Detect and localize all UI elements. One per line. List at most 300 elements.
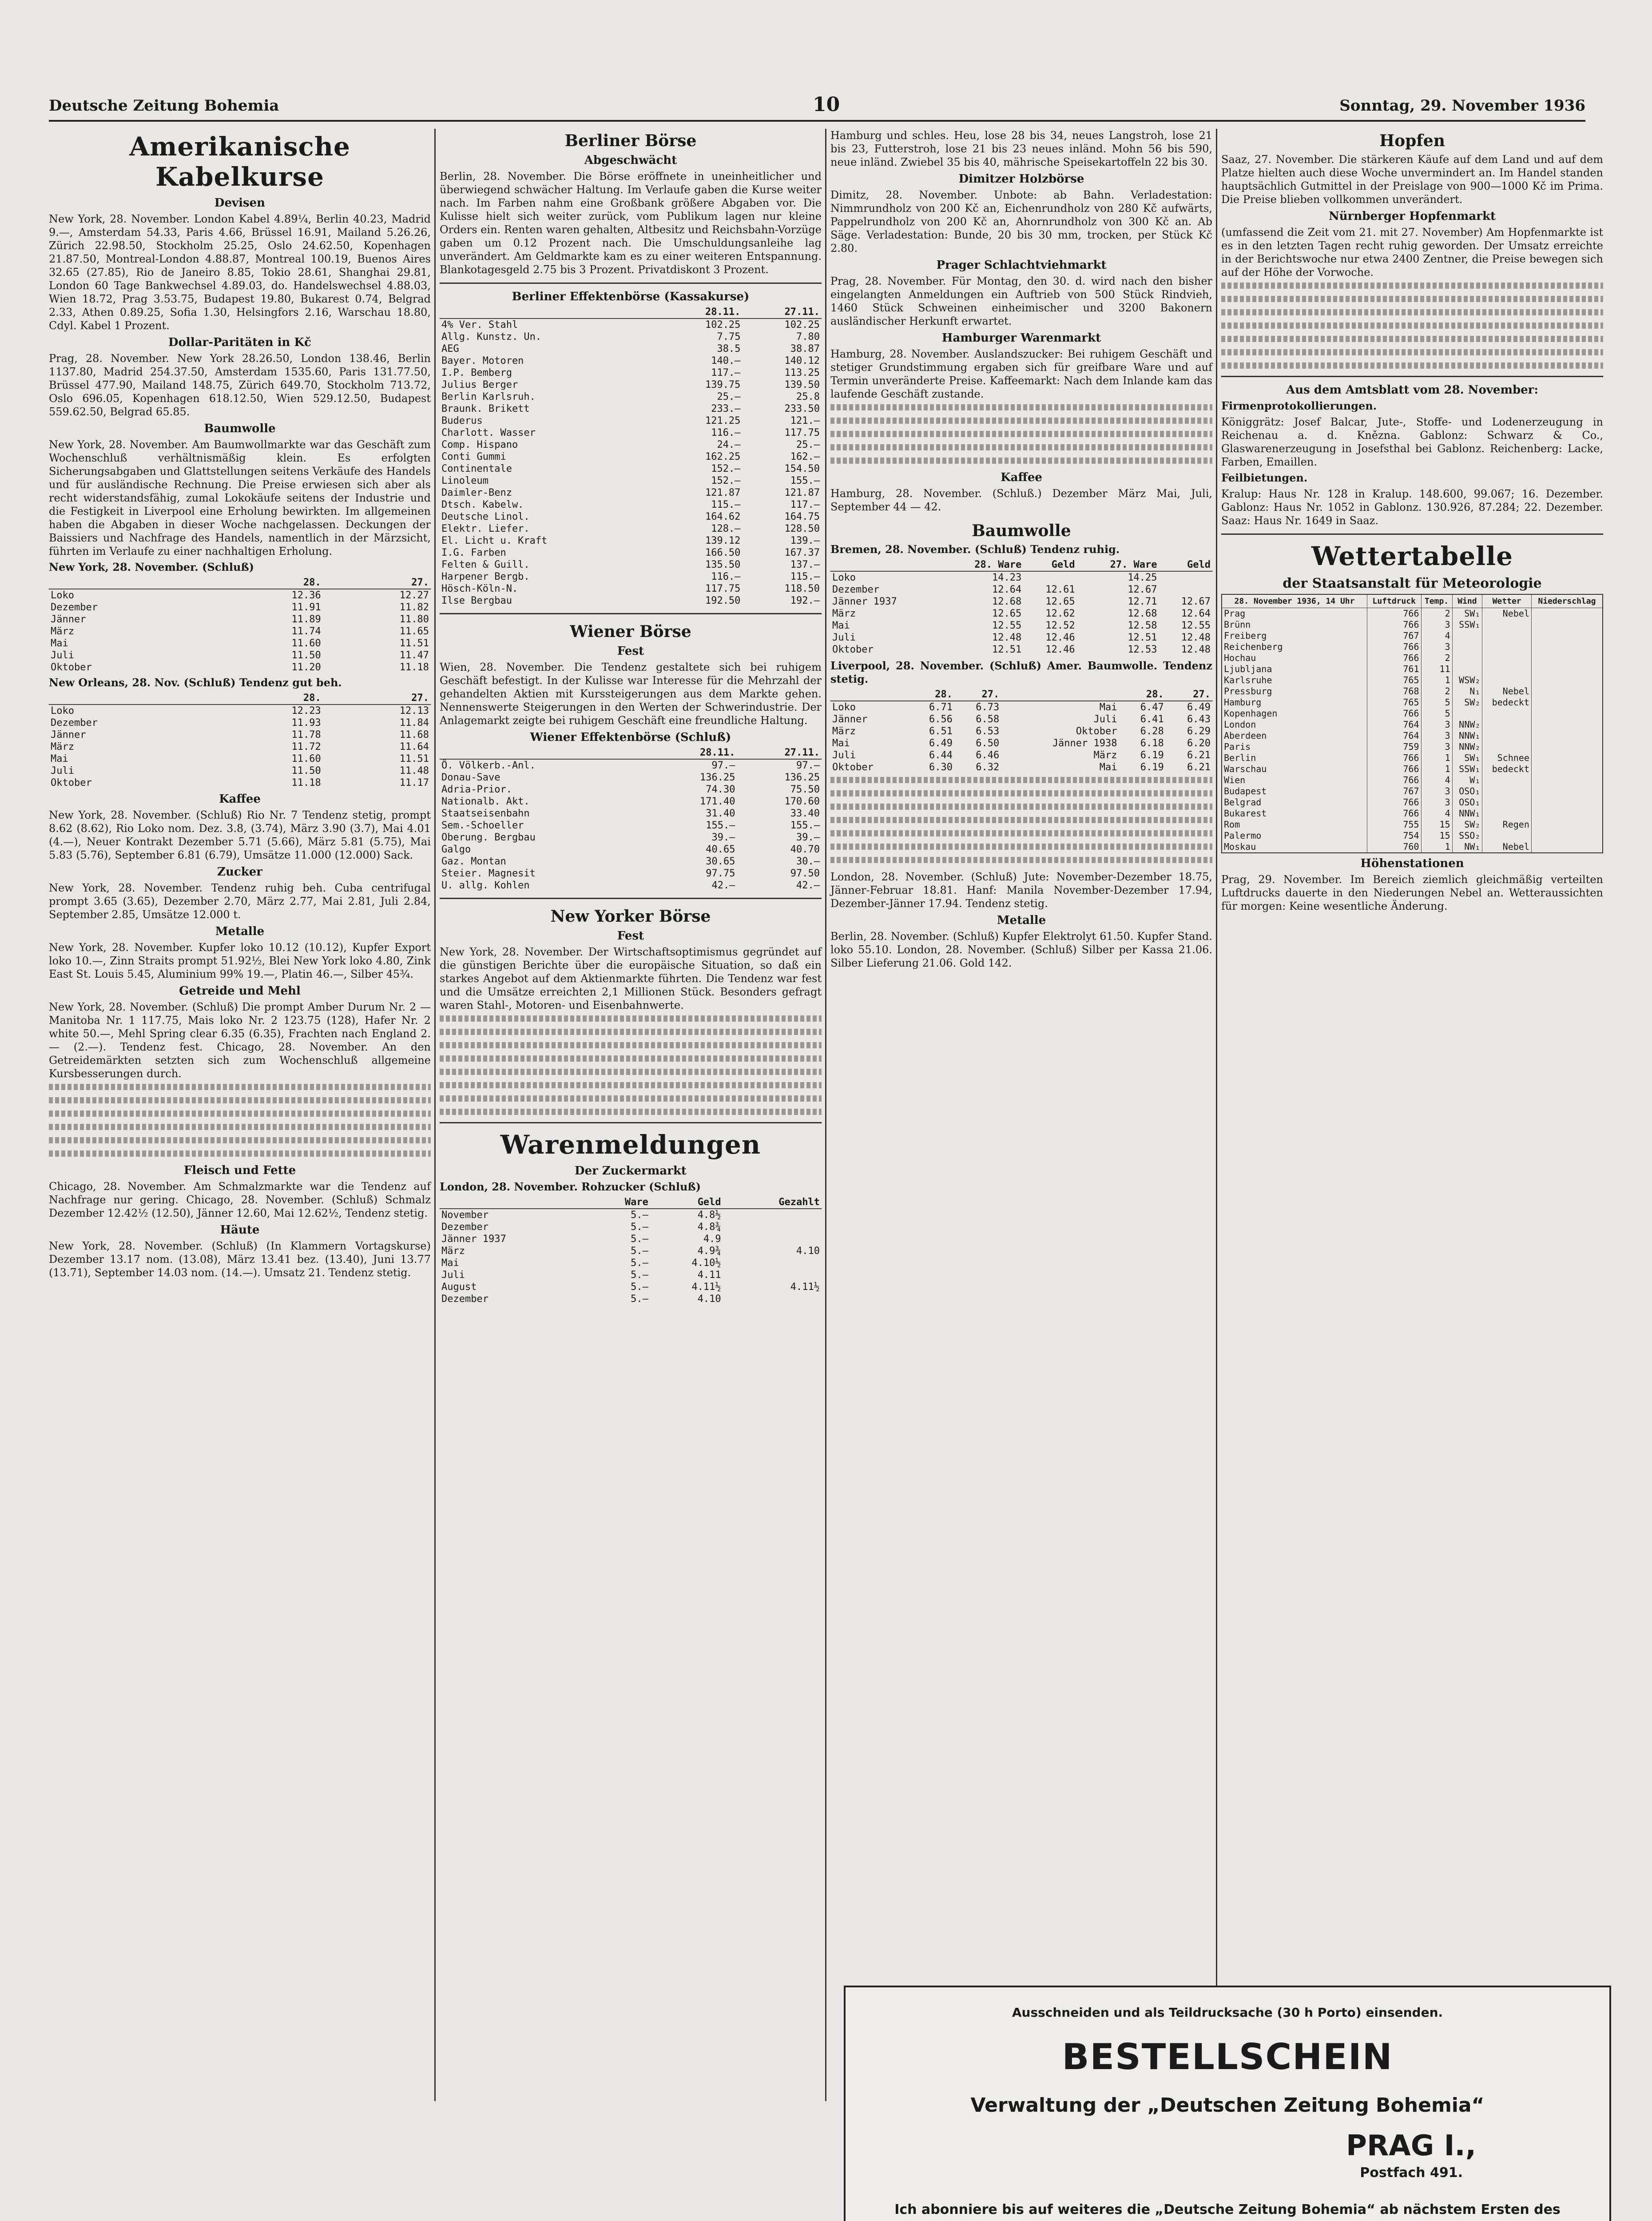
table-cell: 121.87: [705, 487, 741, 498]
subsection-title: Getreide und Mehl: [179, 984, 301, 998]
table-row: [49, 741, 431, 753]
table-cell: [1531, 619, 1603, 630]
table-cell: Harpener Bergb.: [441, 571, 530, 582]
table-cell: 12.65: [1045, 596, 1075, 607]
table-cell: 12.64: [1181, 608, 1211, 619]
table-cell: Mai: [832, 620, 850, 631]
cut-line: [846, 1986, 1609, 1987]
table-cell: März: [51, 626, 74, 637]
table-row: [1222, 797, 1603, 808]
table-cell: U. allg. Kohlen: [441, 880, 530, 891]
table-cell: 233.50: [784, 403, 820, 414]
table-cell: SW₂: [1452, 697, 1482, 708]
table-cell: Paris: [1222, 741, 1367, 752]
table-cell: 121.87: [784, 487, 820, 498]
article-text: New York, 28. November. (Schluß) Rio Nr. 7 Tendenz stetig, prompt 8.62 (8.62), Rio Loko nom. Dez. 3.8, (3.74), März 3.90 (3.7), Mai 4.01 (4.—), Neuer Kontrakt Dezember 5.71 (5.66), März 5.81 (5.75), Mai 5.83 (5.76), September 6.81 (6.79), Umsätze 11.000 (12.000) Sack.: [49, 809, 431, 861]
article-text: New York, 28. November. Am Baumwollmarkte war das Geschäft zum Wochenschluß verhältnismäßig klein. Es erfolgten Sicherungsabgaben und Glattstellungen seitens Verkäufe des Handels und für ausländische Rechnung. Die Preise erwiesen sich aber als recht widerstandsfähig, zumal Lokokäufe seitens der Industrie und die Festigkeit in Liverpool eine Erholung bewirkten. Im allgemeinen haben die Abgaben in dieser Woche nachgelassen. Deckungen der Baissiers und Nachfrage des Handels, namentlich in der Märzsicht, führten im Verlaufe zu einer nachhaltigen Erholung.: [49, 438, 431, 557]
section-title: Warenmeldungen: [500, 1130, 761, 1160]
table-row: [1222, 741, 1603, 752]
table-cell: Palermo: [1222, 830, 1367, 841]
column-3: [830, 129, 1212, 972]
table-row: [440, 439, 822, 451]
table-cell: SW₂: [1452, 819, 1482, 830]
table-cell: 128.—: [711, 523, 741, 534]
table-cell: 171.40: [699, 796, 735, 807]
subsection-title: Kaffee: [219, 792, 261, 806]
table-cell: Mai: [51, 638, 68, 649]
table-cell: bedeckt: [1482, 697, 1532, 708]
table-cell: Hochau: [1222, 653, 1367, 664]
column-header: Wind: [1452, 594, 1482, 608]
column-header: Niederschlag: [1531, 594, 1603, 608]
table-cell: 12.51: [1128, 632, 1157, 643]
table-cell: 767: [1367, 786, 1421, 797]
table-cell: 12.71: [1128, 596, 1157, 607]
quote-table: [830, 559, 1212, 656]
table-row: [1222, 730, 1603, 741]
table-cell: SW₁: [1452, 752, 1482, 764]
table-cell: Oberung. Bergbau: [441, 832, 536, 843]
table-cell: Freiberg: [1222, 630, 1367, 641]
table-row: [830, 737, 1212, 749]
table-cell: [1531, 775, 1603, 786]
table-row: [440, 535, 822, 547]
table-cell: 7.75: [717, 331, 741, 342]
table-cell: 5.—: [631, 1258, 648, 1269]
table-cell: Dezember: [51, 602, 98, 613]
table-cell: Mai: [51, 753, 68, 764]
column-header: Geld: [1159, 559, 1212, 571]
column-header: 27.: [323, 577, 431, 589]
table-row: [440, 1245, 822, 1257]
column-header: Geld: [1023, 559, 1076, 571]
article-text: Chicago, 28. November. Am Schmalzmarkte war die Tendenz auf Nachfrage nur gering. Chicago, 28. November. (Schluß) Schmalz Dezember 12.42½ (12.50), Jänner 12.60, Mai 12.62½, Tendenz stetig.: [49, 1180, 431, 1219]
table-cell: 128.50: [784, 523, 820, 534]
table-cell: 5.—: [631, 1210, 648, 1221]
table-row: [440, 784, 822, 796]
table-cell: Loko: [51, 590, 74, 601]
table-cell: 1: [1421, 675, 1452, 686]
table-row: [440, 1281, 822, 1293]
table-cell: [1452, 630, 1482, 641]
table-cell: [1452, 641, 1482, 653]
table-row: [440, 523, 822, 535]
column-header: [830, 559, 941, 571]
table-cell: 2: [1421, 653, 1452, 664]
table-cell: 25.—: [717, 391, 741, 402]
table-cell: 11.68: [399, 729, 429, 740]
table-cell: 11.60: [291, 638, 321, 649]
table-row: [1222, 719, 1603, 730]
table-cell: 11.50: [291, 765, 321, 776]
table-cell: Ilse Bergbau: [441, 595, 512, 606]
table-row: [49, 717, 431, 729]
table-cell: Oktober: [1076, 726, 1117, 737]
article-text: New York, 28. November. (Schluß) (In Klammern Vortagskurse) Dezember 13.17 nom. (13.08), März 13.41 bez. (13.40), Juni 13.77 (13.71), September 14.03 nom. (14.—). Umsatz 21. Tendenz stetig.: [49, 1240, 431, 1279]
column-header: 27.11.: [737, 747, 822, 759]
table-cell: Warschau: [1222, 764, 1367, 775]
column-header: Ware: [590, 1196, 650, 1209]
table-cell: 4.10: [796, 1246, 820, 1257]
table-cell: SSW₁: [1452, 619, 1482, 630]
table-cell: 6.18: [1140, 738, 1164, 749]
table-cell: Allg. Kunstz. Un.: [441, 331, 542, 342]
section-title: Hopfen: [1379, 131, 1445, 150]
table-row: [49, 637, 431, 649]
text-filler: [1221, 283, 1603, 369]
table-cell: 1: [1421, 752, 1452, 764]
table-cell: [1482, 730, 1532, 741]
subsection-title: Metalle: [997, 914, 1046, 927]
table-cell: 135.50: [705, 559, 741, 570]
table-cell: 4.11½: [790, 1282, 820, 1293]
table-row: [1222, 630, 1603, 641]
table-row: [440, 391, 822, 403]
table-cell: 39.—: [711, 832, 735, 843]
subsection-title: der Staatsanstalt für Meteorologie: [1283, 576, 1542, 591]
table-cell: Karlsruhe: [1222, 675, 1367, 686]
table-cell: 4: [1421, 630, 1452, 641]
table-cell: Juli: [441, 1270, 465, 1281]
table-cell: Nationalb. Akt.: [441, 796, 530, 807]
table-caption: Liverpool, 28. November. (Schluß) Amer. Baumwolle. Tendenz stetig.: [830, 659, 1212, 685]
table-cell: [1482, 719, 1532, 730]
table-cell: NNW₁: [1452, 808, 1482, 819]
table-cell: 6.46: [976, 750, 1000, 761]
column-header: 28.: [214, 692, 322, 705]
table-cell: Oktober: [51, 777, 92, 788]
section-title: Wiener Börse: [570, 622, 691, 641]
table-cell: 4.9¾: [697, 1246, 721, 1257]
table-cell: Regen: [1482, 819, 1532, 830]
table-row: [830, 608, 1212, 620]
table-cell: Nebel: [1482, 841, 1532, 853]
table-cell: 117.—: [711, 367, 741, 378]
table-cell: März: [441, 1246, 465, 1257]
table-cell: [1482, 797, 1532, 808]
table-cell: OSO₁: [1452, 797, 1482, 808]
table-cell: 117.—: [790, 499, 820, 510]
table-cell: Buderus: [441, 415, 483, 426]
table-cell: NNW₂: [1452, 719, 1482, 730]
table-cell: 233.—: [711, 403, 741, 414]
column-header: Wetter: [1482, 594, 1532, 608]
table-cell: Juli: [832, 632, 856, 643]
article-text: (umfassend die Zeit vom 21. mit 27. November) Am Hopfenmarkte ist es in den letzten Tagen recht ruhig geworden. Der Umsatz erreichte in der Berichtswoche nur etwa 2400 Zentner, die Preise bewegen sich auf der Höhe der Vorwoche.: [1221, 226, 1603, 279]
masthead: Deutsche Zeitung Bohemia: [49, 97, 279, 115]
table-cell: 759: [1367, 741, 1421, 752]
table-cell: [1452, 708, 1482, 719]
table-row: [1222, 675, 1603, 686]
section-title: Baumwolle: [972, 521, 1071, 540]
table-cell: 42.—: [796, 880, 820, 891]
table-row: [830, 596, 1212, 608]
table-header-row: [1222, 594, 1603, 608]
table-cell: 4: [1421, 808, 1452, 819]
column-header: Gezahlt: [723, 1196, 822, 1209]
table-cell: 12.51: [992, 644, 1022, 655]
table-cell: 97.—: [711, 760, 735, 771]
column-header: [440, 747, 652, 759]
section-title: Wettertabelle: [1311, 541, 1513, 571]
table-cell: 137.—: [790, 559, 820, 570]
table-cell: Jänner: [51, 614, 86, 625]
table-cell: [723, 1221, 822, 1233]
subsection-title: Wiener Effektenbörse (Schluß): [530, 731, 731, 744]
column-header: Luftdruck: [1367, 594, 1421, 608]
subsection-title: Zucker: [217, 865, 262, 879]
column-header: 28.11.: [652, 747, 737, 759]
article-text: Prag, 28. November. Für Montag, den 30. d. wird nach den bisher eingelangten Anmeldungen ein Auftrieb von 500 Stück Rindvieh, 1460 Stück Schweinen einheimischer und 3200 Bakonern ausländischer Herkunft erwartet.: [830, 275, 1212, 327]
section-title: Amerikanische Kabelkurse: [129, 131, 350, 192]
table-cell: [1531, 752, 1603, 764]
table-cell: 192.—: [790, 595, 820, 606]
table-cell: 155.—: [790, 475, 820, 486]
table-cell: 30.65: [706, 856, 735, 867]
table-cell: Ö. Völkerb.-Anl.: [441, 760, 536, 771]
table-cell: 4.8¾: [697, 1222, 721, 1233]
table-cell: Loko: [832, 572, 856, 583]
table-cell: 139.12: [705, 535, 741, 546]
table-row: [1222, 775, 1603, 786]
table-row: [830, 749, 1212, 761]
table-cell: [723, 1209, 822, 1221]
table-cell: 97.—: [796, 760, 820, 771]
quote-table: [49, 577, 431, 673]
table-cell: 11.72: [291, 741, 321, 752]
table-cell: 4.10: [697, 1294, 721, 1305]
table-cell: Kopenhagen: [1222, 708, 1367, 719]
table-row: [440, 499, 822, 511]
table-caption: New York, 28. November. (Schluß): [49, 561, 254, 573]
table-cell: 12.48: [992, 632, 1022, 643]
column-divider: [825, 129, 826, 2101]
table-row: [830, 713, 1212, 725]
table-cell: 766: [1367, 764, 1421, 775]
table-row: [49, 753, 431, 765]
table-row: [830, 632, 1212, 644]
table-cell: 5.—: [631, 1246, 648, 1257]
table-header-row: [440, 306, 822, 318]
column-header: 28.11.: [663, 306, 743, 318]
table-row: [440, 451, 822, 463]
article-text: Saaz, 27. November. Die stärkeren Käufe auf dem Land und auf dem Platze hielten auch diese Woche unvermindert an. Im Handel standen hauptsächlich Gutmittel in der Preislage von 900—1000 Kč im Prima. Die Preise blieben vollkommen unverändert.: [1221, 153, 1603, 206]
quote-table: [440, 1196, 822, 1305]
table-cell: [1531, 641, 1603, 653]
table-cell: [1531, 830, 1603, 841]
table-cell: 6.50: [976, 738, 1000, 749]
table-cell: 12.65: [992, 608, 1022, 619]
table-cell: 764: [1367, 730, 1421, 741]
table-cell: Steier. Magnesit: [441, 868, 536, 879]
table-cell: 121.—: [790, 415, 820, 426]
table-cell: 11.65: [399, 626, 429, 637]
table-cell: 166.50: [705, 547, 741, 558]
table-cell: 40.70: [790, 844, 820, 855]
article-subtitle: Feilbietungen.: [1221, 471, 1308, 484]
table-cell: 136.25: [784, 772, 820, 783]
table-row: [440, 820, 822, 832]
table-cell: 11.60: [291, 753, 321, 764]
table-cell: März: [832, 726, 856, 737]
table-cell: 15: [1421, 830, 1452, 841]
subsection-title: Berliner Effektenbörse (Kassakurse): [512, 290, 750, 303]
table-cell: [1531, 708, 1603, 719]
column-2: [440, 129, 822, 1305]
article-text: London, 28. November. (Schluß) Jute: November-Dezember 18.75, Jänner-Februar 18.81. Hanf: Manila November-Dezember 17.94, Dezember-Jänner 17.94. Tendenz stetig.: [830, 871, 1212, 910]
table-cell: 118.50: [784, 583, 820, 594]
table-cell: 766: [1367, 619, 1421, 630]
table-cell: 6.28: [1140, 726, 1164, 737]
table-cell: [1023, 571, 1076, 584]
table-cell: [723, 1269, 822, 1281]
table-cell: Hamburg: [1222, 697, 1367, 708]
table-cell: 164.62: [705, 511, 741, 522]
table-cell: W₁: [1452, 775, 1482, 786]
table-row: [440, 415, 822, 427]
table-cell: Jänner: [832, 714, 868, 725]
table-cell: Nebel: [1482, 608, 1532, 620]
table-cell: Juli: [1093, 714, 1117, 725]
table-cell: 152.—: [711, 475, 741, 486]
subsection-title: Aus dem Amtsblatt vom 28. November:: [1286, 383, 1538, 397]
article-text: Hamburg, 28. November. Auslandszucker: Bei ruhigem Geschäft und stetiger Grundstimmung ergaben sich für greifbare Ware und auf Termin unveränderte Preise. Kaffeemarkt: Nach dem Inlande kam das laufende Geschäft zustande.: [830, 348, 1212, 400]
table-cell: 6.44: [929, 750, 953, 761]
table-cell: 6.29: [1187, 726, 1211, 737]
table-cell: AEG: [441, 343, 459, 354]
table-cell: 38.87: [790, 343, 820, 354]
table-cell: 167.37: [784, 547, 820, 558]
table-cell: 192.50: [705, 595, 741, 606]
table-header-row: [830, 559, 1212, 571]
table-cell: 25.8: [796, 391, 820, 402]
table-cell: 5.—: [631, 1234, 648, 1245]
table-cell: 6.20: [1187, 738, 1211, 749]
table-cell: [1531, 819, 1603, 830]
table-cell: 754: [1367, 830, 1421, 841]
table-cell: 11.51: [399, 638, 429, 649]
table-cell: 39.—: [796, 832, 820, 843]
table-cell: Dtsch. Kabelw.: [441, 499, 524, 510]
table-row: [440, 463, 822, 475]
table-cell: 15: [1421, 819, 1452, 830]
table-cell: Comp. Hispano: [441, 439, 518, 450]
table-cell: bedeckt: [1482, 764, 1532, 775]
table-cell: 11.48: [399, 765, 429, 776]
table-cell: 40.65: [706, 844, 735, 855]
table-cell: Hösch-Köln-N.: [441, 583, 518, 594]
table-cell: 117.75: [705, 583, 741, 594]
table-cell: 765: [1367, 697, 1421, 708]
table-cell: 12.61: [1045, 584, 1075, 595]
table-cell: Budapest: [1222, 786, 1367, 797]
article-text: New York, 28. November. Der Wirtschaftsoptimismus gegründet auf die günstigen Berichte über die europäische Situation, so daß ein starkes Angebot auf dem Aktienmarkte führten. Die Tendenz war fest und die Umsätze erreichten 2,1 Millionen Stück. Besonders gefragt waren Stahl-, Motoren- und Eisenbahnwerte.: [440, 946, 822, 1011]
table-cell: Dezember: [441, 1222, 488, 1233]
table-cell: 11.18: [291, 777, 321, 788]
table-cell: 12.48: [1181, 644, 1211, 655]
table-cell: [1482, 808, 1532, 819]
table-row: [1222, 653, 1603, 664]
table-cell: 6.53: [976, 726, 1000, 737]
table-row: [49, 705, 431, 717]
table-cell: [1531, 730, 1603, 741]
table-cell: 4% Ver. Stahl: [441, 319, 518, 330]
table-cell: 38.5: [717, 343, 741, 354]
table-cell: Staatseisenbahn: [441, 808, 530, 819]
table-cell: 3: [1421, 730, 1452, 741]
table-row: [49, 729, 431, 741]
article-text: Prag, 28. November. New York 28.26.50, London 138.46, Berlin 1137.80, Madrid 254.37.50, Amsterdam 1535.60, Paris 131.77.50, Brüssel 477.90, Mailand 148.75, Zürich 649.70, Stockholm 713.72, Oslo 696.05, Kopenhagen 618.12.50, Wien 529.12.50, Budapest 559.62.50, Belgrad 65.85.: [49, 352, 431, 418]
table-cell: 12.13: [399, 705, 429, 716]
article-text: Berlin, 28. November. Die Börse eröffnete in uneinheitlicher und überwiegend schwächer Haltung. Im Verlaufe gaben die Kurse weiter nach. Im Farben nahm eine Großbank größere Abgaben vor. Die Kulisse hielt sich weiter zurück, vom Publikum lagen nur kleine Orders ein. Renten waren gehalten, Altbesitz und Reichsbahn-Vorzüge gaben um 0.12 Prozent nach. Die Umschuldungsanleihe lag unverändert. Am Geldmarkte kam es zu einer weiteren Entspannung. Blankotagesgeld 2.75 bis 3 Prozent. Privatdiskont 3 Prozent.: [440, 170, 822, 276]
table-cell: 766: [1367, 608, 1421, 620]
table-row: [1222, 619, 1603, 630]
table-row: [440, 832, 822, 844]
table-cell: 1: [1421, 764, 1452, 775]
table-cell: 11.17: [399, 777, 429, 788]
subsection-title: Hamburger Warenmarkt: [941, 331, 1101, 345]
table-cell: 12.27: [399, 590, 429, 601]
table-row: [1222, 764, 1603, 775]
table-header-row: [440, 747, 822, 759]
table-cell: 30.—: [796, 856, 820, 867]
column-header: Temp.: [1421, 594, 1452, 608]
table-cell: 5: [1421, 708, 1452, 719]
article-text: New York, 28. November. London Kabel 4.89¼, Berlin 40.23, Madrid 9.—, Amsterdam 54.33, Paris 4.66, Brüssel 16.91, Mailand 5.26.26, Zürich 22.98.50, Stockholm 25.25, Oslo 24.62.50, Kopenhagen 21.87.50, Montreal-London 4.88.87, Montreal 100.19, Buenos Aires 32.65 (27.85), Rio de Janeiro 8.85, Tokio 28.61, Shanghai 29.81, London 60 Tage Bankwechsel 4.89.03, do. Handelswechsel 4.88.03, Wien 18.72, Prag 3.53.75, Budapest 19.80, Bukarest 0.74, Belgrad 2.33, Athen 0.89.25, Sofia 1.30, Helsingfors 2.16, Warschau 18.80, Cdyl. Kabel 1 Prozent.: [49, 213, 431, 332]
column-header: [440, 1196, 590, 1209]
table-cell: 116.—: [711, 427, 741, 438]
table-cell: November: [441, 1210, 488, 1221]
table-cell: 6.71: [929, 702, 953, 713]
subsection-title: Höhenstationen: [1360, 857, 1464, 870]
table-cell: 115.—: [711, 499, 741, 510]
table-cell: 12.58: [1128, 620, 1157, 631]
table-cell: 3: [1421, 719, 1452, 730]
table-cell: [1531, 664, 1603, 675]
table-cell: 12.64: [992, 584, 1022, 595]
coupon-title: BESTELLSCHEIN: [1062, 2036, 1393, 2078]
table-cell: NNW₁: [1452, 730, 1482, 741]
table-row: [440, 595, 822, 607]
table-row: [440, 571, 822, 583]
coupon-city: PRAG I.,: [1346, 2129, 1476, 2162]
table-cell: 6.43: [1187, 714, 1211, 725]
table-cell: 102.25: [784, 319, 820, 330]
table-header-row: [49, 577, 431, 589]
column-header: [830, 689, 908, 701]
article-text: Kralup: Haus Nr. 128 in Kralup. 148.600, 99.067; 16. Dezember. Gablonz: Haus Nr. 1052 in Gablonz. 130.926, 87.284; 22. Dezember. Saaz: Haus Nr. 1649 in Saaz.: [1221, 488, 1603, 527]
column-header: 28.: [214, 577, 322, 589]
table-row: [440, 1257, 822, 1269]
table-cell: Oktober: [832, 644, 874, 655]
table-header-row: [830, 689, 1212, 701]
table-cell: Ljubljana: [1222, 664, 1367, 675]
table-row: [440, 475, 822, 487]
table-cell: 768: [1367, 686, 1421, 697]
table-cell: [1482, 786, 1532, 797]
table-cell: Bayer. Motoren: [441, 355, 524, 366]
table-cell: 75.50: [790, 784, 820, 795]
table-cell: 164.75: [784, 511, 820, 522]
table-row: [1222, 641, 1603, 653]
table-cell: [1482, 675, 1532, 686]
table-cell: Loko: [51, 705, 74, 716]
page-header: [49, 93, 1585, 122]
subsection-title: Baumwolle: [204, 422, 276, 435]
table-row: [830, 584, 1212, 596]
table-cell: 11.80: [399, 614, 429, 625]
table-cell: Bukarest: [1222, 808, 1367, 819]
